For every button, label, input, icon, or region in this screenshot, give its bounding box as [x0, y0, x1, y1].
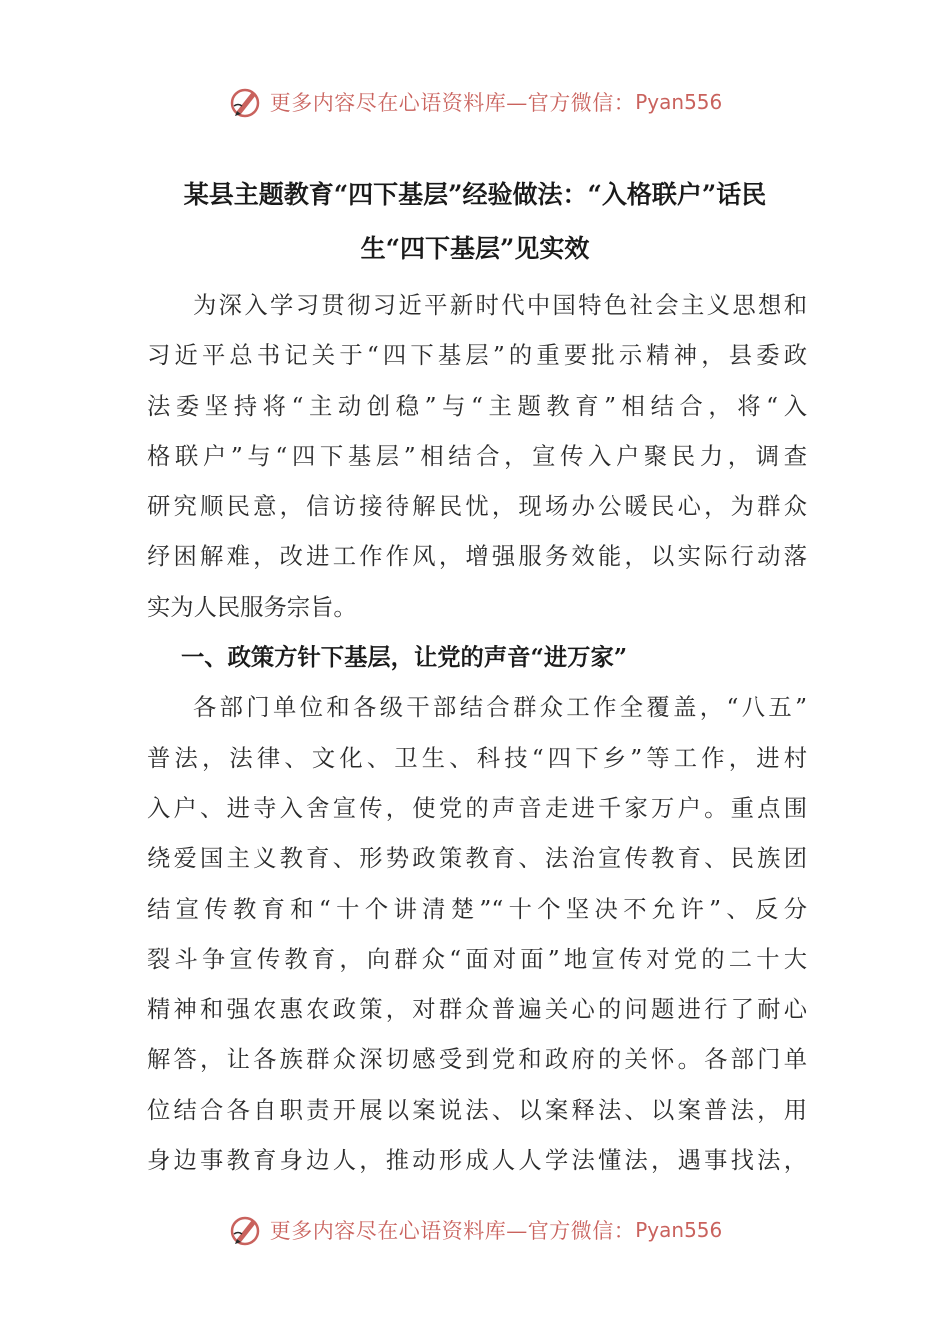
footer-banner-text: 更多内容尽在心语资料库—官方微信： — [269, 1219, 636, 1243]
paragraph-line: 裂斗争宣传教育，向群众“面对面”地宣传对党的二十大 — [147, 945, 807, 973]
paragraph-line: 习近平总书记关于“四下基层”的重要批示精神，县委政 — [147, 342, 807, 370]
pen-circle-icon — [228, 1212, 264, 1248]
paragraph-line: 格联户”与“四下基层”相结合，宣传入户聚民力，调查 — [147, 442, 807, 470]
paragraph-line: 解答，让各族群众深切感受到党和政府的关怀。各部门单 — [147, 1046, 807, 1074]
paragraph-line: 实为人民服务宗旨。 — [147, 593, 357, 621]
paragraph-line: 研究顺民意，信访接待解民忧，现场办公暖民心，为群众 — [147, 493, 807, 521]
paragraph-line: 纾困解难，改进工作作风，增强服务效能，以实际行动落 — [147, 543, 807, 571]
footer-wechat-id: Pyan556 — [635, 1218, 723, 1242]
header-wechat-id: Pyan556 — [635, 90, 723, 114]
paragraph-line: 精神和强农惠农政策，对群众普遍关心的问题进行了耐心 — [147, 996, 807, 1024]
paragraph-line: 为深入学习贯彻习近平新时代中国特色社会主义思想和 — [193, 292, 807, 319]
paragraph-line: 结宣传教育和“十个讲清楚”“十个坚决不允许”、反分 — [147, 895, 807, 923]
paragraph-1 — [147, 281, 807, 633]
paragraph-2 — [147, 683, 807, 1186]
paragraph-line: 绕爱国主义教育、形势政策教育、法治宣传教育、民族团 — [147, 845, 807, 873]
paragraph-line: 位结合各自职责开展以案说法、以案释法、以案普法，用 — [147, 1096, 807, 1124]
title-line-1: 某县主题教育“四下基层”经验做法：“入格联户”话民 — [183, 180, 767, 209]
paragraph-line: 各部门单位和各级干部结合群众工作全覆盖，“八五” — [193, 694, 807, 722]
footer-watermark-banner — [0, 1210, 950, 1250]
pen-circle-icon — [228, 84, 264, 120]
document-body — [147, 281, 807, 1186]
paragraph-line: 普法，法律、文化、卫生、科技“四下乡”等工作，进村 — [147, 744, 807, 772]
document-title — [140, 168, 810, 276]
paragraph-line: 入户、进寺入舍宣传，使党的声音走进千家万户。重点围 — [147, 794, 807, 822]
header-watermark-banner — [0, 82, 950, 122]
title-line-2: 生“四下基层”见实效 — [360, 234, 590, 263]
section-heading-1: 一、政策方针下基层，让党的声音“进万家” — [181, 644, 628, 672]
paragraph-line: 法委坚持将“主动创稳”与“主题教育”相结合，将“入 — [147, 392, 807, 420]
header-banner-text: 更多内容尽在心语资料库—官方微信： — [269, 91, 636, 115]
paragraph-line: 身边事教育身边人，推动形成人人学法懂法，遇事找法， — [147, 1147, 807, 1175]
